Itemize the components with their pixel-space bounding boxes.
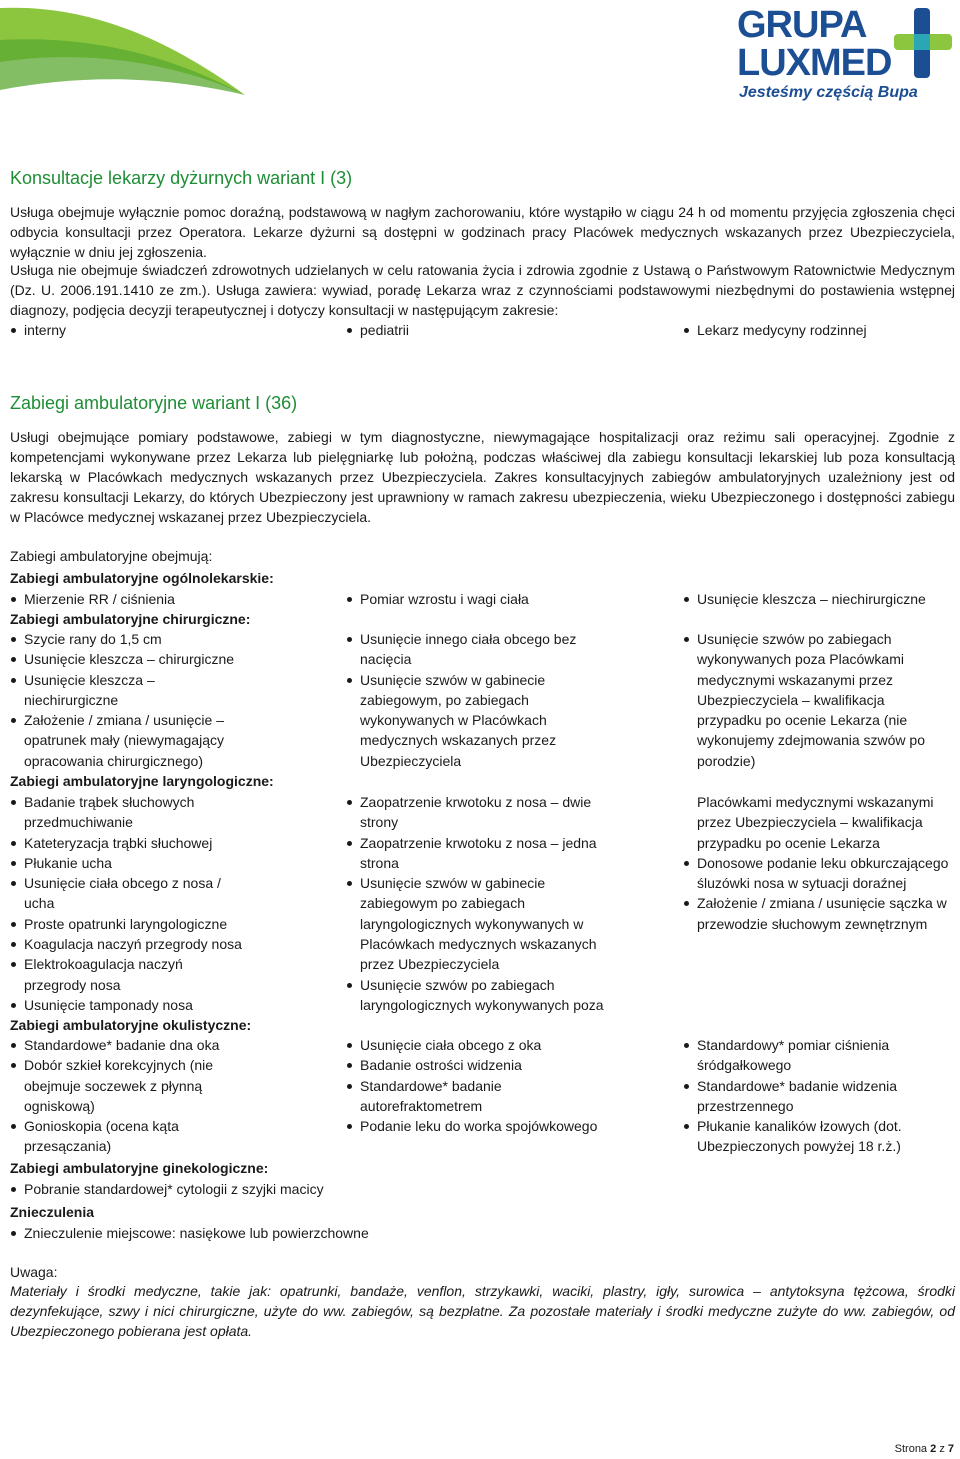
luxmed-logo [737, 6, 952, 106]
uwaga-label: Uwaga: [10, 1264, 58, 1280]
list-item: Koagulacja naczyń przegrody nosa [10, 934, 245, 954]
heading-gin: Zabiegi ambulatoryjne ginekologiczne: [10, 1160, 269, 1176]
section-title-zabiegi: Zabiegi ambulatoryjne wariant I (36) [10, 393, 298, 413]
list-item: interny [10, 320, 66, 340]
logo-tagline: Jesteśmy częścią Bupa [739, 84, 918, 101]
list-item: Lekarz medycyny rodzinnej [683, 320, 867, 340]
list-item: Płukanie ucha [10, 853, 245, 873]
list-item: Pobranie standardowej* cytologii z szyjki macicy [10, 1179, 430, 1199]
konsultacje-paragraph-1: Usługa obejmuje wyłącznie pomoc doraźną, podstawową w nagłym zachorowaniu, które wystąpiło w ciągu 24 h od momentu przyjęcia zgłoszenia chęci odbycia konsultacji przez Operatora. Lekarze dyżurni są dostępni w godzinach pracy Placówek medycznych wskazanych przez Ubezpieczyciela, wyłącznie w dniu jej zgłoszenia. [10, 204, 955, 260]
footer-label: Strona [894, 1443, 928, 1455]
list-item: Badanie trąbek słuchowych przedmuchiwanie [10, 792, 245, 833]
list-item: Usunięcie tamponady nosa [10, 995, 245, 1015]
list-item-continuation: Placówkami medycznymi wskazanymi przez Ubezpieczyciela – kwalifikacja przypadku po ocenie Lekarza [697, 794, 934, 851]
footer-page-number: 2 [930, 1443, 937, 1455]
list-item: Znieczulenie miejscowe: nasiękowe lub powierzchowne [10, 1223, 430, 1243]
okul-list-3 [683, 1035, 953, 1157]
list-item: Usunięcie innego ciała obcego bez nacięcia [346, 629, 621, 670]
general-list-2 [346, 589, 626, 609]
heading-surgical: Zabiegi ambulatoryjne chirurgiczne: [10, 611, 251, 627]
list-item: Usunięcie szwów po zabiegach laryngologicznych wykonywanych poza [346, 975, 626, 1016]
list-item: Pomiar wzrostu i wagi ciała [346, 589, 626, 609]
konsultacje-list-2 [346, 320, 409, 340]
section-title-konsultacje: Konsultacje lekarzy dyżurnych wariant I (3) [10, 168, 353, 188]
logo-line2: LUXMED [737, 42, 892, 84]
list-item: Proste opatrunki laryngologiczne [10, 914, 245, 934]
list-item: pediatrii [346, 320, 409, 340]
okul-list-1 [10, 1035, 245, 1157]
konsultacje-list-3 [683, 320, 867, 340]
laryng-list-3 [683, 792, 953, 934]
list-item: Usunięcie kleszcza – niechirurgiczne [10, 670, 250, 711]
list-item: Standardowy* pomiar ciśnienia śródgałkowego [683, 1035, 953, 1076]
list-item: Usunięcie kleszcza – niechirurgiczne [683, 589, 953, 609]
list-item: Usunięcie ciała obcego z oka [346, 1035, 626, 1055]
zabiegi-intro: Zabiegi ambulatoryjne obejmują: [10, 548, 213, 564]
list-item: Gonioskopia (ocena kąta przesączania) [10, 1116, 245, 1157]
heading-okul: Zabiegi ambulatoryjne okulistyczne: [10, 1017, 252, 1033]
list-item: Standardowe* badanie autorefraktometrem [346, 1076, 626, 1117]
surgical-list-3 [683, 629, 951, 771]
list-item: Założenie / zmiana / usunięcie sączka w przewodzie słuchowym zewnętrznym [683, 893, 953, 934]
list-item: Elektrokoagulacja naczyń przegrody nosa [10, 954, 245, 995]
list-item: Usunięcie szwów w gabinecie zabiegowym, po zabiegach wykonywanych w Placówkach medycznych wskazanych przez Ubezpieczyciela [346, 670, 621, 771]
okul-list-2 [346, 1035, 626, 1136]
konsultacje-list-1 [10, 320, 66, 340]
heading-laryng: Zabiegi ambulatoryjne laryngologiczne: [10, 773, 274, 789]
list-item: Mierzenie RR / ciśnienia [10, 589, 330, 609]
general-list-1 [10, 589, 330, 609]
list-item: Usunięcie szwów w gabinecie zabiegowym po zabiegach laryngologicznych wykonywanych w Placówkach medycznych wskazanych przez Ubezpieczyciela [346, 873, 626, 974]
laryng-list-2 [346, 792, 626, 1015]
surgical-list-1 [10, 629, 250, 771]
footer-of: z [939, 1443, 945, 1455]
znieczulenia-list [10, 1223, 430, 1243]
list-item: Usunięcie kleszcza – chirurgiczne [10, 649, 250, 669]
general-list-3 [683, 589, 953, 609]
list-item: Zaopatrzenie krwotoku z nosa – jedna strona [346, 833, 626, 874]
list-item: Zaopatrzenie krwotoku z nosa – dwie strony [346, 792, 626, 833]
list-item: Standardowe* badanie widzenia przestrzennego [683, 1076, 953, 1117]
gin-list [10, 1179, 430, 1199]
list-item: Usunięcie ciała obcego z nosa / ucha [10, 873, 245, 914]
heading-znieczulenia: Znieczulenia [10, 1204, 95, 1220]
zabiegi-paragraph: Usługi obejmujące pomiary podstawowe, zabiegi w tym diagnostyczne, niewymagające hospitalizacji oraz reżimu sali operacyjnej. Zgodnie z kompetencjami wykonywane przez Lekarza lub pielęgniarkę lub położną, podczas właściwej dla zabiegu konsultacji lekarskiej lub poza konsultacją lekarską w Placówkach medycznych wskazanych przez Ubezpieczyciela. Zakres konsultacyjnych zabiegów ambulatoryjnych uzależniony jest od zakresu konsultacji Lekarzy, do których Ubezpieczony jest uprawniony w ramach zakresu ubezpieczenia, wieku Ubezpieczonego i dostępności zabiegu w Placówce medycznej wskazanej przez Ubezpieczyciela. [10, 429, 955, 525]
list-item: Podanie leku do worka spojówkowego [346, 1116, 626, 1136]
list-item: Szycie rany do 1,5 cm [10, 629, 250, 649]
list-item: Kateteryzacja trąbki słuchowej [10, 833, 245, 853]
laryng-list-1 [10, 792, 245, 1015]
logo-line1: GRUPA [737, 4, 867, 46]
list-item: Usunięcie szwów po zabiegach wykonywanych poza Placówkami medycznymi wskazanymi przez Ubezpieczyciela – kwalifikacja przypadku po ocenie Lekarza (nie wykonujemy zdejmowania szwów po porodzie) [683, 629, 951, 771]
list-item: Standardowe* badanie dna oka [10, 1035, 245, 1055]
list-item: Dobór szkieł korekcyjnych (nie obejmuje soczewek z płynną ogniskową) [10, 1055, 245, 1116]
surgical-list-2 [346, 629, 621, 771]
heading-general: Zabiegi ambulatoryjne ogólnolekarskie: [10, 570, 274, 586]
list-item: Badanie ostrości widzenia [346, 1055, 626, 1075]
konsultacje-paragraph-2: Usługa nie obejmuje świadczeń zdrowotnych udzielanych w celu ratowania życia i zdrowia zgodnie z Ustawą o Państwowym Ratownictwie Medycznym (Dz. U. 2006.191.1410 ze zm.). Usługa zawiera: wywiad, poradę Lekarza wraz z czynnościami podstawowymi niezbędnymi do postawienia wstępnej diagnozy, podjęcia decyzji terapeutycznej i dotyczy konsultacji w następującym zakresie: [10, 262, 955, 318]
cross-logo-icon [894, 8, 952, 78]
footer-total-pages: 7 [947, 1443, 954, 1455]
uwaga-text: Materiały i środki medyczne, takie jak: opatrunki, bandaże, venflon, strzykawki, waciki, plastry, igły, surowica – antytoksyna tężcowa, środki dezynfekujące, szwy i nici chirurgiczne, użyte do ww. zabiegów, są bezpłatne. Za pozostałe materiały i środki medyczne zużyte do ww. zabiegów, od Ubezpieczonego pobierana jest opłata. [10, 1283, 955, 1339]
list-item: Założenie / zmiana / usunięcie – opatrunek mały (niewymagający opracowania chirurgicznego) [10, 710, 250, 771]
page-footer [895, 1441, 954, 1457]
list-item: Donosowe podanie leku obkurczającego śluzówki nosa w sytuacji doraźnej [683, 853, 953, 894]
green-swoosh-graphic [0, 0, 250, 120]
list-item: Płukanie kanalików łzowych (dot. Ubezpieczonych powyżej 18 r.ż.) [683, 1116, 953, 1157]
